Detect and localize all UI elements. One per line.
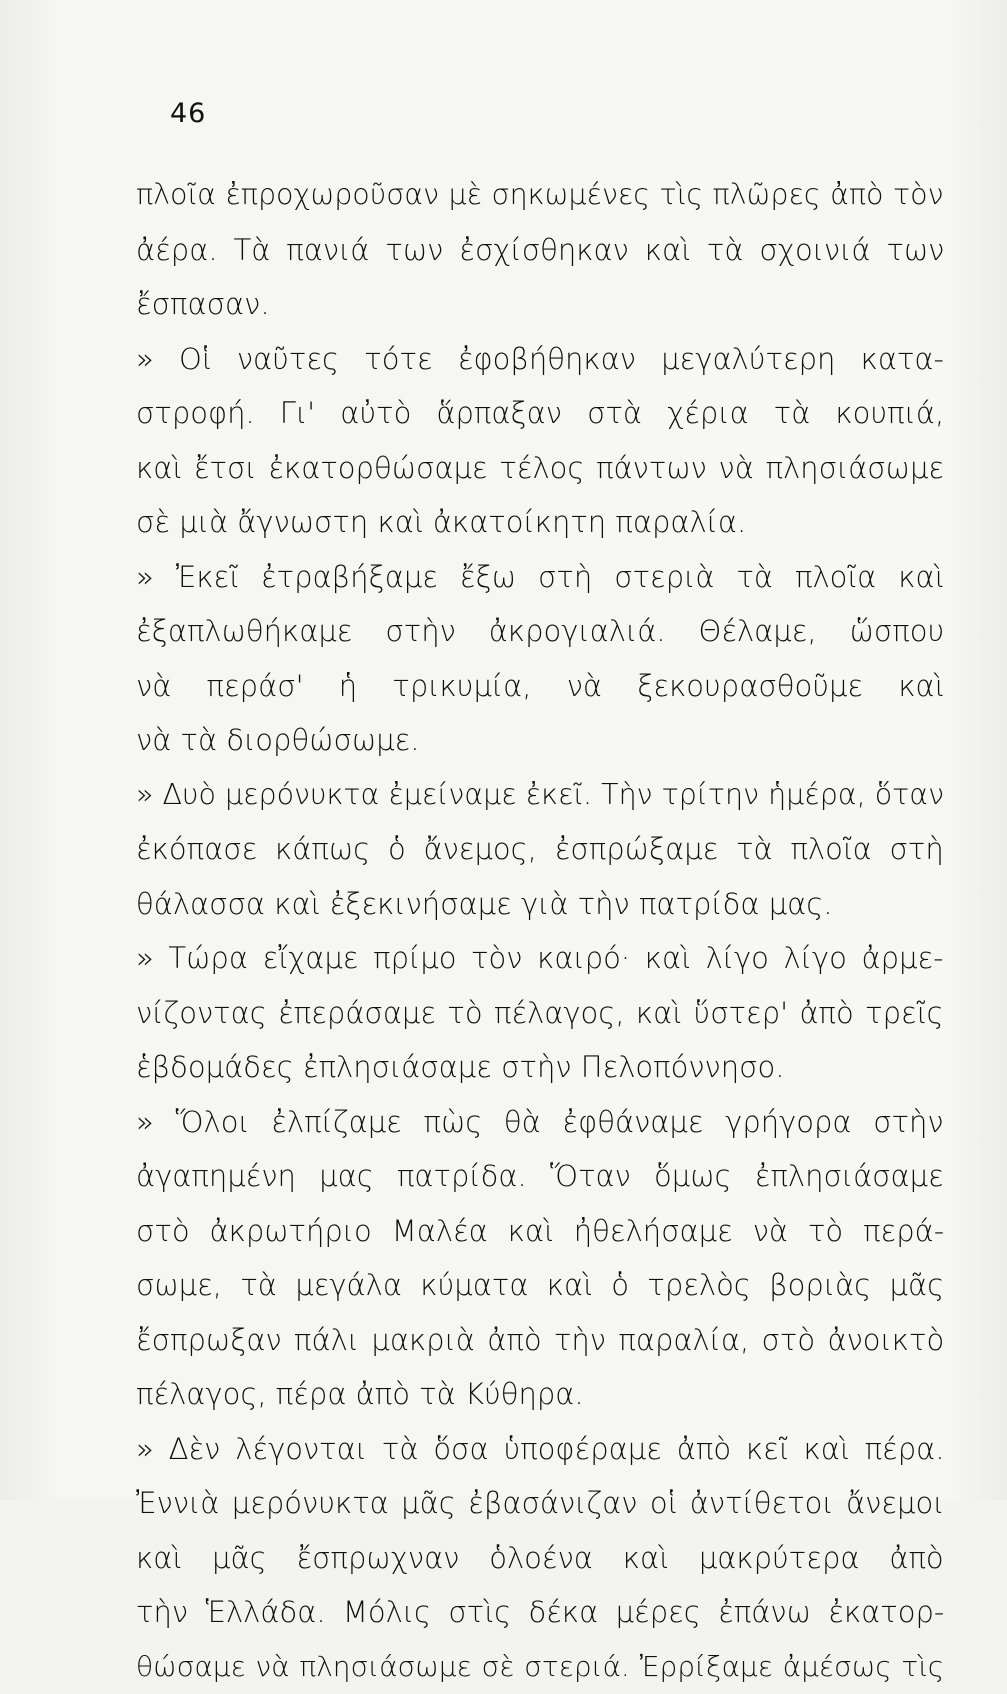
- text-line: ἔσπρωξαν πάλι μακριὰ ἀπὸ τὴν παραλία, στὸ ἀνοικτὸ: [136, 1313, 944, 1368]
- text-line: » Ἐκεῖ ἐτραβήξαμε ἔξω στὴ στεριὰ τὰ πλοῖα καὶ: [136, 550, 944, 605]
- text-line: πλοῖα ἐπροχωροῦσαν μὲ σηκωμένες τὶς πλῶρες ἀπὸ τὸν: [136, 168, 944, 223]
- text-line: ἔσπασαν.: [136, 277, 944, 332]
- text-line: σωμε, τὰ μεγάλα κύματα καὶ ὁ τρελὸς βοριὰς μᾶς: [136, 1258, 944, 1313]
- text-line: νὰ τὰ διορθώσωμε.: [136, 713, 944, 768]
- text-line: νὰ περάσ' ἡ τρικυμία, νὰ ξεκουρασθοῦμε καὶ: [136, 659, 944, 714]
- text-line: ἐκόπασε κάπως ὁ ἄνεμος, ἐσπρώξαμε τὰ πλοῖα στὴ: [136, 822, 944, 877]
- text-line: πέλαγος, πέρα ἀπὸ τὰ Κύθηρα.: [136, 1367, 944, 1422]
- text-line: ἐξαπλωθήκαμε στὴν ἀκρογιαλιά. Θέλαμε, ὥσπου: [136, 604, 944, 659]
- text-line: ἀγαπημένη μας πατρίδα. Ὅταν ὅμως ἐπλησιάσαμε: [136, 1149, 944, 1204]
- text-line: » Δυὸ μερόνυκτα ἐμείναμε ἐκεῖ. Τὴν τρίτην ἡμέρα, ὅταν: [136, 768, 944, 823]
- text-line: ἀέρα. Τὰ πανιά των ἐσχίσθηκαν καὶ τὰ σχοινιά των: [136, 223, 944, 278]
- text-line: θάλασσα καὶ ἐξεκινήσαμε γιὰ τὴν πατρίδα μας.: [136, 877, 944, 932]
- text-line: » Οἱ ναῦτες τότε ἐφοβήθηκαν μεγαλύτερη κατα-: [136, 332, 944, 387]
- text-line: τὴν Ἑλλάδα. Μόλις στὶς δέκα μέρες ἐπάνω ἐκατορ-: [136, 1585, 944, 1640]
- text-line: » Ὅλοι ἐλπίζαμε πὼς θὰ ἐφθάναμε γρήγορα στὴν: [136, 1095, 944, 1150]
- text-line: ἑβδομάδες ἐπλησιάσαμε στὴν Πελοπόννησο.: [136, 1040, 944, 1095]
- text-line: σὲ μιὰ ἄγνωστη καὶ ἀκατοίκητη παραλία.: [136, 495, 944, 550]
- text-line: » Τώρα εἴχαμε πρίμο τὸν καιρό· καὶ λίγο λίγο ἀρμε-: [136, 931, 944, 986]
- text-line: Ἐννιὰ μερόνυκτα μᾶς ἐβασάνιζαν οἱ ἀντίθετοι ἄνεμοι: [136, 1476, 944, 1531]
- text-line: » Δὲν λέγονται τὰ ὅσα ὑποφέραμε ἀπὸ κεῖ καὶ πέρα.: [136, 1422, 944, 1477]
- text-line: καὶ μᾶς ἔσπρωχναν ὁλοένα καὶ μακρύτερα ἀπὸ: [136, 1531, 944, 1586]
- text-line: στροφή. Γι' αὐτὸ ἅρπαξαν στὰ χέρια τὰ κουπιά,: [136, 386, 944, 441]
- text-line: θώσαμε νὰ πλησιάσωμε σὲ στεριά. Ἐρρίξαμε ἀμέσως τὶς: [136, 1640, 944, 1694]
- body-text: [136, 168, 944, 1694]
- text-line: καὶ ἔτσι ἐκατορθώσαμε τέλος πάντων νὰ πλησιάσωμε: [136, 441, 944, 496]
- page-number: 46: [170, 98, 206, 129]
- text-line: στὸ ἀκρωτήριο Μαλέα καὶ ἠθελήσαμε νὰ τὸ περά-: [136, 1204, 944, 1259]
- text-line: νίζοντας ἐπεράσαμε τὸ πέλαγος, καὶ ὕστερ' ἀπὸ τρεῖς: [136, 986, 944, 1041]
